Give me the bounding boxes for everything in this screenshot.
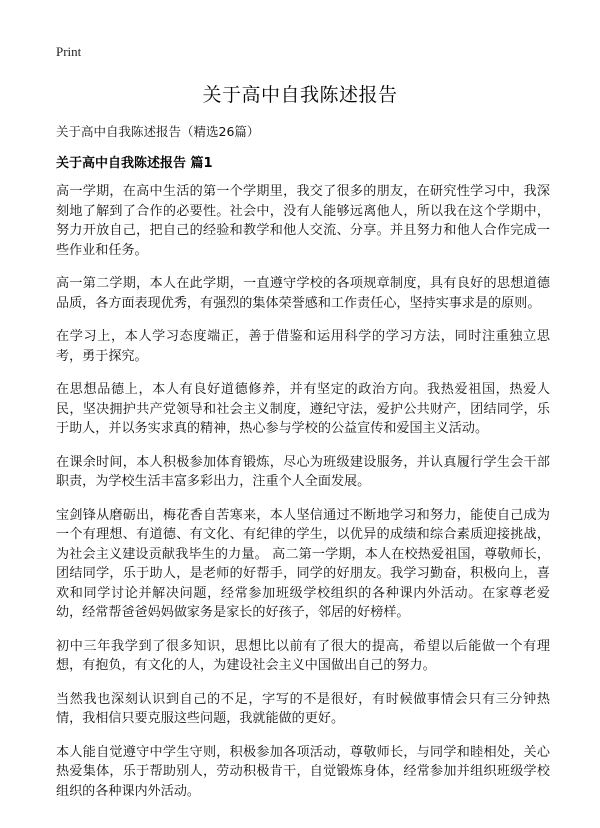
paragraph-7: 初中三年我学到了很多知识，思想比以前有了很大的提高，希望以后能做一个有理想，有抱负，有文化的人，为建设社会主义中国做出自己的努力。 [56, 638, 550, 673]
paragraph-8: 当然我也深刻认识到自己的不足，字写的不是很好，有时候做事情会只有三分钟热情，我相信只要克服这些问题，我就能做的更好。 [56, 691, 550, 726]
document-body [56, 182, 550, 815]
paragraph-5: 在课余时间，本人积极参加体育锻炼，尽心为班级建设服务，并认真履行学生会干部职责，为学校生活丰富多彩出力，注重个人全面发展。 [56, 454, 550, 489]
paragraph-3: 在学习上，本人学习态度端正，善于借鉴和运用科学的学习方法，同时注重独立思考，勇于探究。 [56, 329, 550, 364]
paragraph-4: 在思想品德上，本人有良好道德修养，并有坚定的政治方向。我热爱祖国，热爱人民，坚决拥护共产党领导和社会主义制度，遵纪守法，爱护公共财产，团结同学，乐于助人，并以务实求真的精神，热心参与学校的公益宣传和爱国主义活动。 [56, 382, 550, 436]
paragraph-2: 高一第二学期，本人在此学期，一直遵守学校的各项规章制度，具有良好的思想道德品质，各方面表现优秀，有强烈的集体荣誉感和工作责任心，坚持实事求是的原则。 [56, 276, 550, 311]
print-label: Print [56, 44, 82, 59]
paragraph-1: 高一学期，在高中生活的第一个学期里，我交了很多的朋友，在研究性学习中，我深刻地了解到了合作的必要性。社会中，没有人能够远离他人，所以我在这个学期中，努力开放自己，把自己的经验和教学和他人交流、分享。并且努力和他人合作完成一些作业和任务。 [56, 184, 550, 258]
section-heading: 关于高中自我陈述报告 篇1 [56, 156, 213, 171]
document-title: 关于高中自我陈述报告 [202, 84, 398, 106]
paragraph-6: 宝剑锋从磨砺出，梅花香自苦寒来，本人坚信通过不断地学习和努力，能使自己成为一个有理想、有道德、有文化、有纪律的学生，以优异的成绩和综合素质迎接挑战，为社会主义建设贡献我毕生的力量。 高二第一学期，本人在校热爱祖国，尊敬师长，团结同学，乐于助人，是老师的好帮手，同学的好朋友。我学习勤奋，积极向上，喜欢和同学讨论并解决问题，经常参加班级学校组织的各种课内外活动。在家尊老爱幼，经常帮爸爸妈妈做家务是家长的好孩子，邻居的好榜样。 [56, 507, 550, 620]
document-subtitle: 关于高中自我陈述报告（精选26篇） [56, 124, 260, 139]
paragraph-9: 本人能自觉遵守中学生守则，积极参加各项活动，尊敬师长，与同学和睦相处，关心热爱集体，乐于帮助别人，劳动积极肯干，自觉锻炼身体，经常参加并组织班级学校组织的各种课内外活动。 [56, 744, 550, 799]
